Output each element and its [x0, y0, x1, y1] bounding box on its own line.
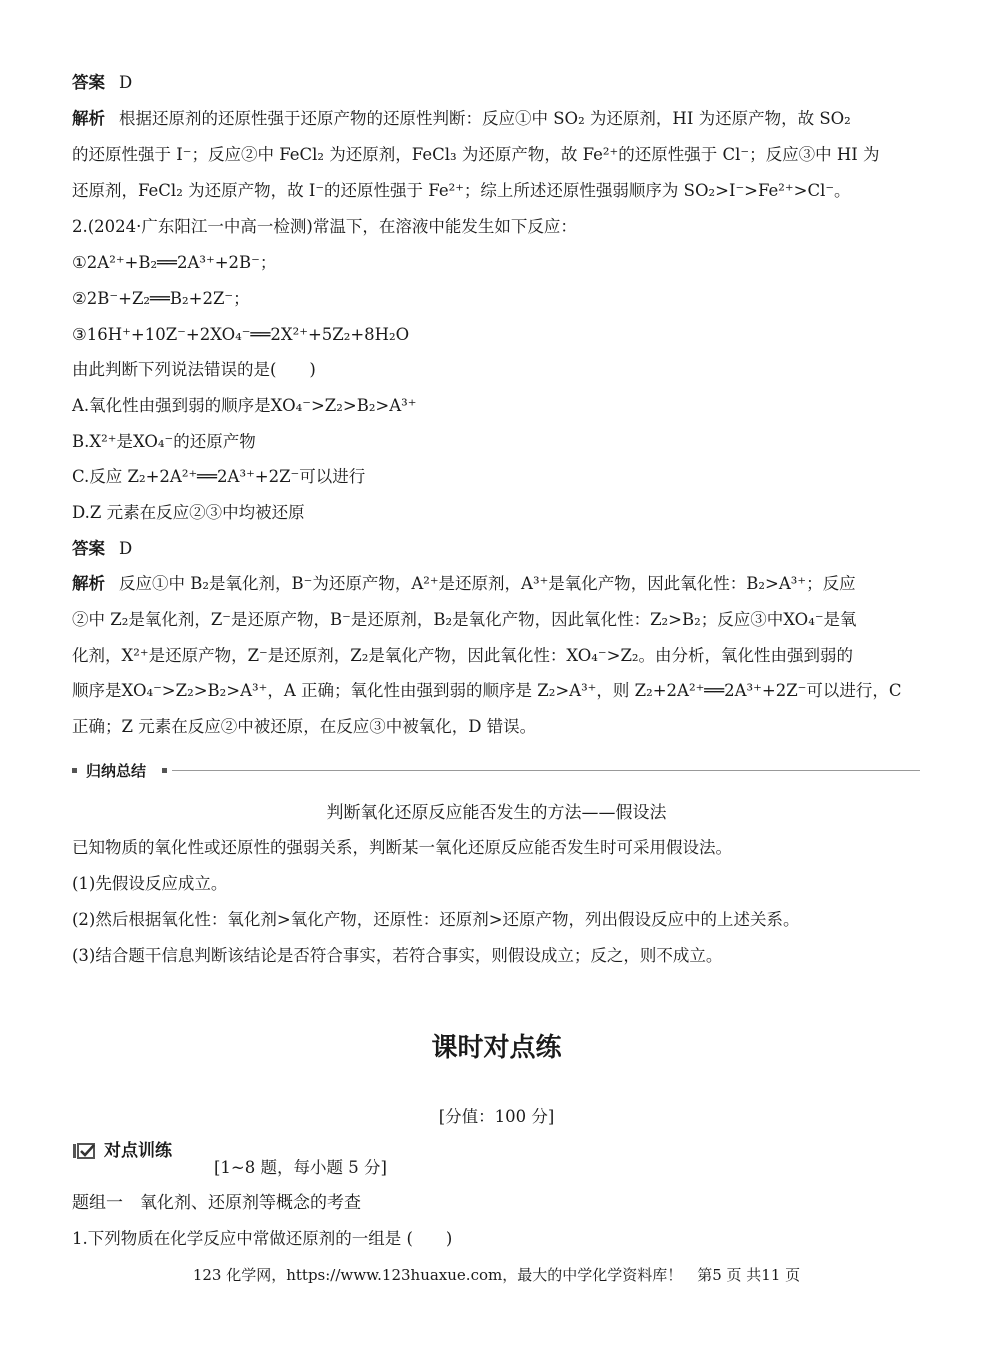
analysis-line-1	[72, 107, 922, 131]
practice-title: 课时对点练	[431, 1033, 562, 1063]
summary-step-3: (3)结合题干信息判断该结论是否符合事实，若符合事实，则假设成立；反之，则不成立。	[72, 946, 723, 965]
text-line: 顺序是XO₄⁻>Z₂>B₂>A³⁺，A 正确；氧化性由强到弱的顺序是 Z₂>A³⁺，则 Z₂+2A²⁺══2A³⁺+2Z⁻可以进行，C	[72, 681, 902, 700]
answer-line-2	[72, 537, 922, 561]
score-note: [分值：100 分]	[438, 1107, 555, 1126]
answer-value: D	[119, 539, 133, 558]
option-b: B.X²⁺是XO₄⁻的还原产物	[72, 432, 256, 451]
option-d: D.Z 元素在反应②③中均被还原	[72, 503, 305, 522]
summary-header	[72, 760, 920, 782]
analysis-text: 根据还原剂的还原性强于还原产物的还原性判断：反应①中 SO₂ 为还原剂，HI 为还原产物，故 SO₂	[119, 109, 851, 128]
question-2-prompt: 由此判断下列说法错误的是( )	[72, 360, 316, 379]
summary-heading: 归纳总结	[86, 762, 147, 780]
divider	[172, 770, 920, 771]
analysis-line-2	[72, 572, 922, 596]
question-2-stem: 2.(2024·广东阳江一中高一检测)常温下，在溶液中能发生如下反应：	[72, 217, 577, 236]
page-footer: 123 化学网，https://www.123huaxue.com，最大的中学化学资料库！ 第5 页 共11 页	[192, 1266, 801, 1284]
bullet-square-icon	[72, 768, 77, 773]
bullet-square-icon	[162, 768, 167, 773]
answer-value: D	[119, 73, 133, 92]
reaction-3: ③16H⁺+10Z⁻+2XO₄⁻══2X²⁺+5Z₂+8H₂O	[72, 325, 410, 344]
text-line: ②中 Z₂是氧化剂，Z⁻是还原产物，B⁻是还原剂，B₂是氧化产物，因此氧化性：Z₂>B₂；反应③中XO₄⁻是氧	[72, 610, 857, 629]
text-line: 还原剂，FeCl₂ 为还原产物，故 I⁻的还原性强于 Fe²⁺；综上所述还原性强弱顺序为 SO₂>I⁻>Fe²⁺>Cl⁻。	[72, 181, 851, 200]
analysis-text: 反应①中 B₂是氧化剂，B⁻为还原产物，A²⁺是还原剂，A³⁺是氧化产物，因此氧化性：B₂>A³⁺；反应	[119, 574, 856, 593]
answer-line-1	[72, 71, 922, 95]
reaction-2: ②2B⁻+Z₂══B₂+2Z⁻；	[72, 289, 250, 308]
summary-step-1: (1)先假设反应成立。	[72, 874, 228, 893]
option-a: A.氧化性由强到弱的顺序是XO₄⁻>Z₂>B₂>A³⁺	[72, 396, 417, 415]
answer-label: 答案	[72, 73, 105, 92]
question-1: 1.下列物质在化学反应中常做还原剂的一组是 ( )	[72, 1229, 453, 1248]
summary-title: 判断氧化还原反应能否发生的方法——假设法	[326, 803, 667, 823]
checkbox-check-icon	[72, 1142, 96, 1160]
summary-text: 已知物质的氧化性或还原性的强弱关系，判断某一氧化还原反应能否发生时可采用假设法。	[72, 838, 732, 857]
answer-label: 答案	[72, 539, 105, 558]
text-line: 的还原性强于 I⁻；反应②中 FeCl₂ 为还原剂，FeCl₃ 为还原产物，故 Fe²⁺的还原性强于 Cl⁻；反应③中 HI 为	[72, 145, 880, 164]
score-range: [1~8 题，每小题 5 分]	[214, 1158, 387, 1177]
reaction-1: ①2A²⁺+B₂══2A³⁺+2B⁻；	[72, 253, 277, 272]
analysis-label: 解析	[72, 574, 105, 593]
analysis-label: 解析	[72, 109, 105, 128]
section-label: 对点训练	[104, 1141, 172, 1161]
text-line: 化剂，X²⁺是还原产物，Z⁻是还原剂，Z₂是氧化产物，因此氧化性：XO₄⁻>Z₂。由分析，氧化性由强到弱的	[72, 646, 854, 665]
summary-step-2: (2)然后根据氧化性：氧化剂>氧化产物，还原性：还原剂>还原产物，列出假设反应中的上述关系。	[72, 910, 800, 929]
option-c: C.反应 Z₂+2A²⁺══2A³⁺+2Z⁻可以进行	[72, 467, 366, 486]
group-heading: 题组一 氧化剂、还原剂等概念的考查	[72, 1193, 361, 1213]
text-line: 正确；Z 元素在反应②中被还原，在反应③中被氧化，D 错误。	[72, 717, 537, 736]
